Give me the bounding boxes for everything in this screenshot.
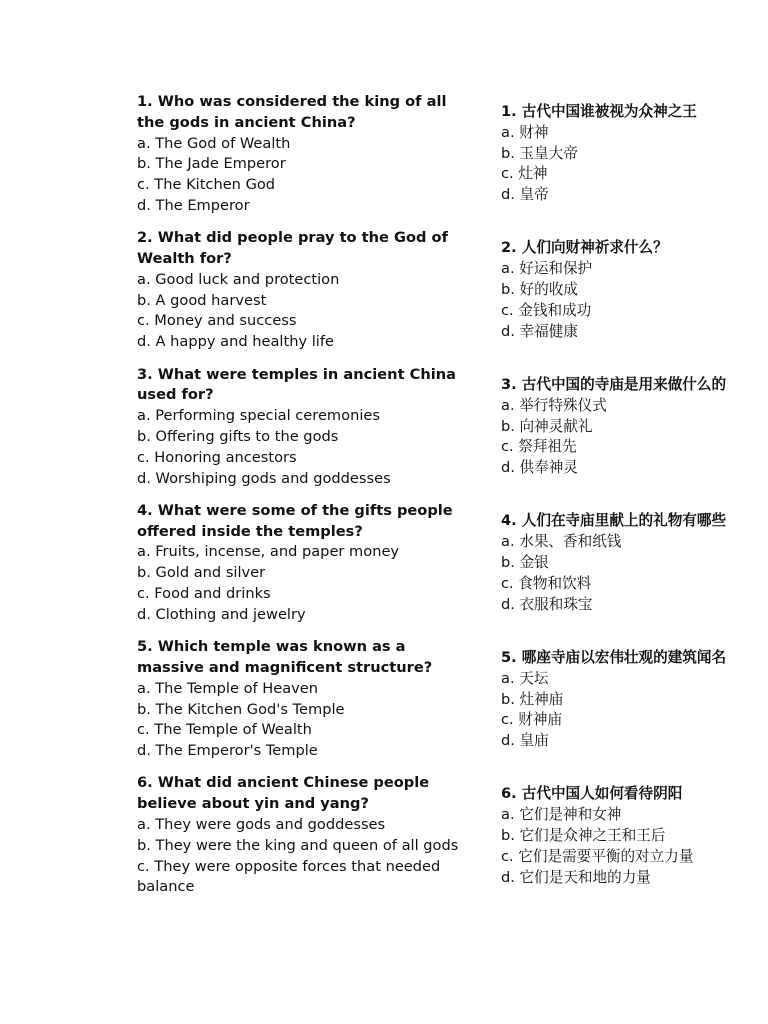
question-title: 3. What were temples in ancient China used for? [137, 365, 456, 404]
answer-option: c. 它们是需要平衡的对立力量 [501, 847, 694, 865]
answer-option: a. They were gods and goddesses [137, 816, 386, 833]
answer-option: a. Good luck and protection [137, 270, 340, 288]
question-title: 6. 古代中国人如何看待阴阳 [501, 785, 683, 803]
answer-option: a. 财神 [501, 123, 549, 141]
question-title: 5. Which temple was known as a massive and magnificent structure? [137, 638, 433, 676]
answer-option: a. The Temple of Heaven [137, 679, 319, 697]
answer-option: d. 衣服和珠宝 [501, 595, 593, 613]
answer-option: b. The Kitchen God's Temple [137, 700, 345, 718]
question-block [137, 365, 467, 490]
answer-option: b. Offering gifts to the gods [137, 427, 339, 445]
answer-option: a. 它们是神和女神 [501, 806, 622, 824]
answer-option: a. 天坛 [501, 669, 549, 687]
question-block [137, 501, 467, 626]
question-block [501, 648, 741, 752]
answer-option: d. 供奉神灵 [501, 459, 578, 477]
question-block [137, 92, 467, 217]
question-title: 1. 古代中国谁被视为众神之王 [501, 103, 697, 120]
answer-option: c. 食物和饮料 [501, 574, 592, 592]
question-block [137, 228, 467, 353]
answer-option: b. They were the king and queen of all gods [137, 836, 459, 854]
answer-option: b. Gold and silver [137, 564, 266, 582]
answer-option: b. 玉皇大帝 [501, 144, 578, 162]
answer-option: d. Worshiping gods and goddesses [137, 469, 391, 487]
question-title: 2. 人们向财神祈求什么？ [501, 239, 668, 257]
answer-option: d. The Emperor [137, 196, 250, 214]
answer-option: c. 祭拜祖先 [501, 438, 577, 456]
answer-option: a. Fruits, incense, and paper money [137, 543, 400, 561]
answer-option: c. 金钱和成功 [501, 301, 592, 319]
answer-option: d. The Emperor's Temple [137, 742, 318, 760]
answer-option: d. A happy and healthy life [137, 333, 334, 351]
question-title: 5. 哪座寺庙以宏伟壮观的建筑闻名 [501, 648, 727, 666]
answer-option: b. The Jade Emperor [137, 155, 286, 173]
question-title: 6. What did ancient Chinese people believe about yin and yang? [137, 774, 430, 813]
answer-option: d. 它们是天和地的力量 [501, 868, 651, 886]
answer-option: b. A good harvest [137, 291, 267, 309]
answer-option: c. 财神庙 [501, 711, 563, 729]
answer-option: c. 灶神 [501, 165, 548, 183]
question-block [501, 511, 741, 615]
answer-option: d. 幸福健康 [501, 322, 578, 340]
answer-option: c. Money and success [137, 312, 297, 330]
question-block [137, 637, 467, 762]
question-title: 4. What were some of the gifts people offered inside the temples? [137, 501, 453, 540]
answer-option: a. 举行特殊仪式 [501, 396, 607, 414]
answer-option: a. 水果、香和纸钱 [501, 533, 622, 551]
answer-option: b. 它们是众神之王和王后 [501, 827, 666, 845]
answer-option: b. 灶神庙 [501, 690, 564, 708]
question-title: 3. 古代中国的寺庙是用来做什么的 [501, 375, 727, 393]
question-block [501, 102, 741, 206]
answer-option: d. 皇庙 [501, 732, 549, 750]
question-title: 2. What did people pray to the God of Wealth for? [137, 229, 448, 268]
question-block [501, 375, 741, 479]
answer-option: d. 皇帝 [501, 186, 549, 204]
answer-option: b. 好的收成 [501, 281, 578, 299]
answer-option: d. Clothing and jewelry [137, 605, 306, 623]
question-block [501, 238, 741, 342]
question-block [137, 773, 467, 898]
answer-option: a. Performing special ceremonies [137, 407, 380, 425]
chinese-questions-column [501, 92, 741, 888]
answer-option: c. They were opposite forces that needed balance [137, 857, 441, 896]
answer-option: c. Food and drinks [137, 585, 271, 603]
english-questions-column [137, 92, 467, 910]
answer-option: b. 金银 [501, 554, 549, 572]
answer-option: c. The Temple of Wealth [137, 721, 312, 739]
answer-option: a. 好运和保护 [501, 260, 593, 278]
answer-option: a. The God of Wealth [137, 134, 291, 152]
answer-option: b. 向神灵献礼 [501, 417, 593, 435]
answer-option: c. The Kitchen God [137, 176, 276, 194]
answer-option: c. Honoring ancestors [137, 448, 297, 466]
question-title: 4. 人们在寺庙里献上的礼物有哪些 [501, 512, 727, 530]
question-title: 1. Who was considered the king of all the gods in ancient China? [137, 93, 447, 131]
question-block [501, 784, 741, 888]
